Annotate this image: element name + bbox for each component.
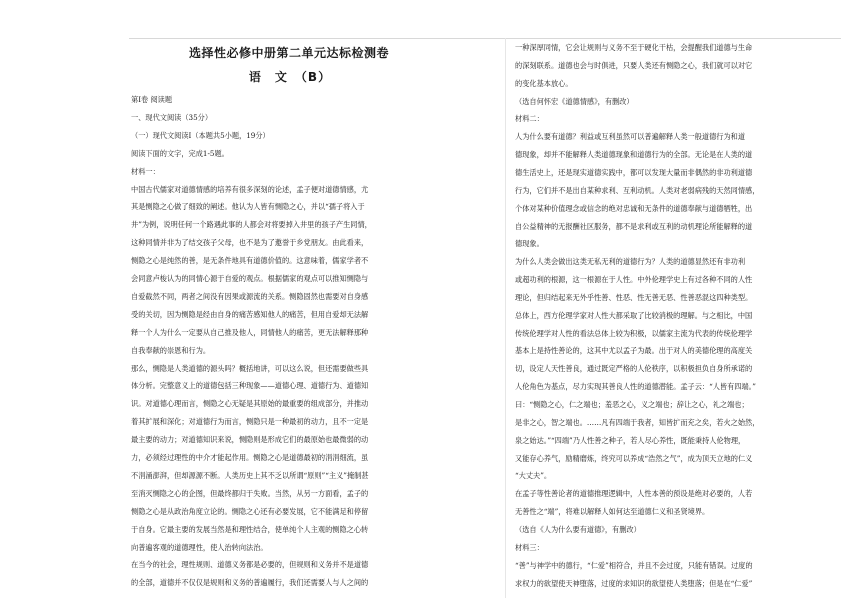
right-text-line: 个体对某种价值理念或信念的绝对忠诚和无条件的道德奉献与道德牺牲，出 <box>515 203 753 213</box>
right-text-line: 总体上，西方伦理学家对人性大都采取了比较消极的理解。与之相比，中国 <box>515 310 753 320</box>
left-text-line: 会同意卢梭认为的同情心源于自爱的观点。根据儒家的观点可以推知恻隐与 <box>131 274 369 283</box>
left-text-line: 这种同情并非为了结交孩子父母，也不是为了邀誉于乡党朋友。由此看来， <box>131 238 369 248</box>
left-text-line: 那么，恻隐是人类道德的源头吗？概括地讲，可以这么说，但还需要做些具 <box>131 363 369 373</box>
left-text-line: 一、现代文阅读（35分） <box>131 112 213 122</box>
left-text-line: 材料一： <box>131 166 160 176</box>
left-text-line: 阅读下面的文字，完成1-5题。 <box>131 148 229 158</box>
left-text-line: 体分析。完整意义上的道德包括三种现象——道德心理、道德行为、道德知 <box>131 381 369 391</box>
column-divider <box>505 38 506 598</box>
right-text-line: 材料三： <box>515 542 544 552</box>
right-text-line: 传统伦理学对人性的看法总体上较为积极，以儒家主流为代表的传统伦理学 <box>515 328 753 338</box>
right-text-line: “善”与神学中的德行，“仁爱”相符合，并且不会过度，只能有错误。过度的 <box>515 560 753 570</box>
right-text-line: 自公益精神的无报酬社区服务，都不是求利或互利的动机理论所能解释的道 <box>515 221 753 231</box>
left-text-line: 向普遍客观的道德理性，使人治转向法治。 <box>131 542 268 552</box>
right-text-line: 是非之心，智之端也。……凡有四端于我者，知皆扩而充之矣，若火之始然， <box>515 417 760 427</box>
right-text-line: 或超功利的根源，这一根源在于人性。中外伦理学史上有过各种不同的人性 <box>515 275 753 285</box>
right-text-line: 无善性之“端”，将难以解释人如何达至道德仁义和圣贤境界。 <box>515 507 710 517</box>
left-text-line: 自爱截然不同，两者之间没有因果或源流的关系。恻隐固然也需要对自身感 <box>131 291 369 301</box>
left-text-line: 自我奉献的崇恩和行为。 <box>131 345 211 355</box>
right-text-line: 的变化基本放心。 <box>515 78 573 88</box>
left-text-line: 释一个人为什么一定要从自己推及他人，同情他人的痛苦，更无法解释那种 <box>131 327 369 337</box>
right-text-line: 人伦角色为基点，尽力实现其善良人性的道德潜能。孟子云：“人皆有四端。” <box>515 382 756 392</box>
left-text-line: 力，必须经过理性的中介才能起作用。恻隐之心是道德最初的涓涓细流，虽 <box>131 453 369 462</box>
left-text-line: 恻隐之心是纯然的善，是无条件地具有道德价值的。这意味着，儒家学者不 <box>131 256 369 266</box>
left-text-line: 着其扩展和深化；对道德行为而言，恻隐只是一种最初的动力，且不一定是 <box>131 417 369 427</box>
right-text-line: 德生活史上，还是现实道德实践中，都可以发现大量而非偶然的非功利道德 <box>515 167 753 177</box>
left-text-line: 至消灭恻隐之心的企图，但最终都归于失败。当然，从另一方面看，孟子的 <box>131 488 369 498</box>
right-text-line: （选自《人为什么要有道德》，有删改） <box>515 524 641 534</box>
right-text-line: 理论，但归结起来无外乎性善、性恶、性无善无恶、性善恶混这四种类型。 <box>515 292 753 302</box>
left-text-line: 第Ⅰ卷 阅读题 <box>131 95 173 104</box>
right-text-line: “大丈夫”。 <box>515 471 552 481</box>
right-text-line: （选自何怀宏《道德情感》，有删改） <box>515 96 634 106</box>
right-text-line: 的深刻联系。道德也会与时俱进，只要人类还有恻隐之心，我们就可以对它 <box>515 60 753 70</box>
right-text-line: 切，设定人天性善良，通过既定严格的人伦秩序，以积极担负自身所承诺的 <box>515 364 753 374</box>
left-text-line: 的全部，道德并不仅仅是规则和义务的普遍履行，我们还需要人与人之间的 <box>131 578 369 588</box>
left-text-line: 恻隐之心是从政治角度立论的。恻隐之心还有必要发展，它不能满足和停留 <box>131 506 369 516</box>
page-subtitle: 语 文 （B） <box>248 70 332 84</box>
left-text-line: 于自身。它最主要的发展当然是和理性结合，使单纯个人主观的恻隐之心转 <box>131 524 369 534</box>
left-text-line: 最主要的动力；对道德知识来说，恻隐则是形成它们的最原始也最微弱的动 <box>131 435 369 445</box>
left-text-line: （一）现代文阅读Ⅰ（本题共5小题，19分） <box>131 130 270 140</box>
left-text-line: 不涓涌澎湃，但却源源不断。人类历史上其不乏以所谓“原则”“主义”掩制甚 <box>131 470 369 480</box>
right-text-line: 在孟子等性善论者的道德推理逻辑中，人性本善的预设是绝对必要的，人若 <box>515 489 753 499</box>
right-text-line: 一种深厚同情，它会让规则与义务不至于硬化干枯，会提醒我们道德与生命 <box>515 43 753 52</box>
left-text-line: 中国古代儒家对道德情感的培养有很多深刻的论述，孟子便对道德情感，尤 <box>131 184 369 194</box>
left-text-line: 识。对道德心理而言，恻隐之心无疑是其原始的最重要的组成部分，并推动 <box>131 399 369 409</box>
right-text-line: 行为，它们并不是出自某种求利、互利动机。人类对老弱病残的天然同情感， <box>515 185 760 195</box>
right-text-line: 曰：“恻隐之心，仁之端也；羞恶之心，义之端也；辞让之心，礼之端也； <box>515 400 749 409</box>
right-text-line: 德现象，却并不能解释人类道德现象和道德行为的全部。无论是在人类的道 <box>515 150 753 160</box>
right-text-line: 泉之始达。”“四端”乃人性善之种子，若人尽心养性，既能秉持人伦物理， <box>515 435 746 445</box>
right-text-line: 人为什么要有道德？利益或互利虽然可以普遍解释人类一般道德行为和道 <box>515 132 746 142</box>
right-text-line: 为什么人类会做出这类无私无利的道德行为？人类的道德显然还有非功利 <box>515 257 746 267</box>
left-text-line: 在当今的社会，理性规则、道德义务都是必要的，但规则和义务并不是道德 <box>131 560 369 570</box>
right-text-line: 基本上是持性善论的，这其中尤以孟子为最。出于对人的美德伦理的高度关 <box>515 346 753 356</box>
left-text-line: 其是恻隐之心做了细致的阐述。他认为人皆有恻隐之心，并以“孺子将入于 <box>131 202 365 212</box>
right-text-line: 材料二： <box>515 114 544 124</box>
right-text-line: 德现象。 <box>515 239 544 249</box>
top-rule <box>129 38 841 39</box>
right-text-line: 又能存心养气，励精磨炼，终究可以养成“浩然之气”，成为顶天立地的仁义 <box>515 453 753 463</box>
page-title: 选择性必修中册第二单元达标检测卷 <box>188 46 389 60</box>
left-text-line: 井”为例，说明任何一个路遇此事的人都会对将要掉入井里的孩子产生同情， <box>131 220 372 230</box>
right-text-line: 求权力的欲望使天神堕落，过度的求知识的欲望使人类堕落；但是在“仁爱” <box>515 578 753 588</box>
left-text-line: 受的关切，因为恻隐是经由自身的痛苦感知他人的痛苦，但用自爱却无法解 <box>131 309 369 319</box>
